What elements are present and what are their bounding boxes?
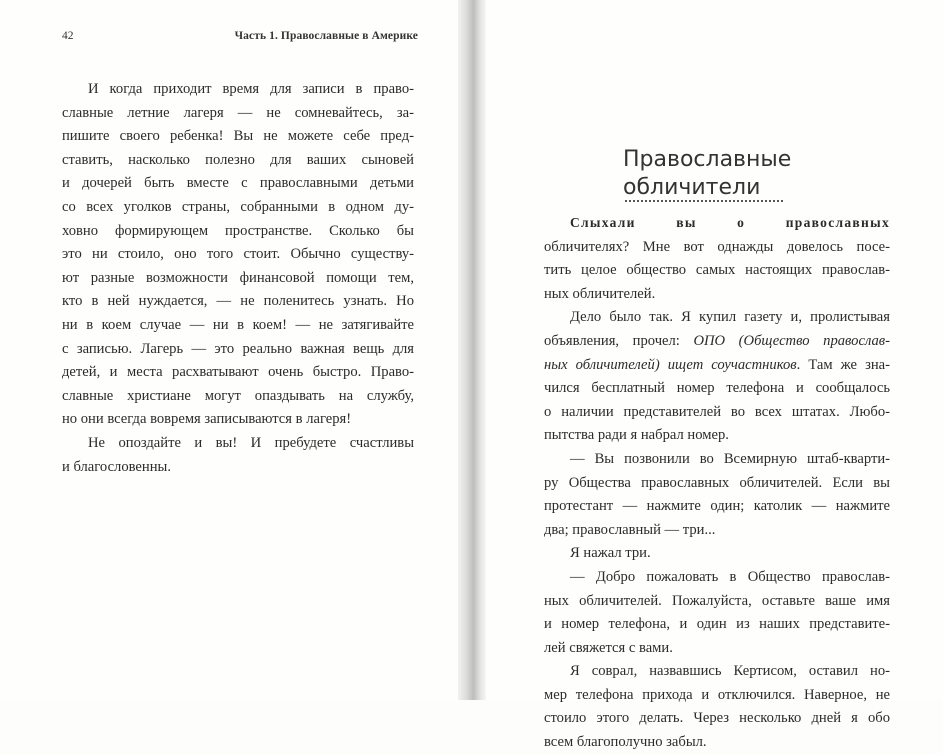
- text-line: — Добро пожаловать в Общество православ-: [570, 568, 890, 585]
- text-line: с записью. Лагерь — это реально важная вещь для: [62, 340, 414, 357]
- text-line: Я соврал, назвавшись Кертисом, оставил но-: [570, 663, 890, 680]
- text-line: ных обличителей. Пожалуйста, оставьте ваше имя: [544, 592, 890, 609]
- text-line: но они всегда вовремя записываются в лагеря!: [62, 411, 352, 428]
- text-line: и номер телефона, и один из наших представите-: [544, 616, 890, 633]
- text-line: и дочерей быть вместе с православными детьми: [62, 175, 414, 192]
- text-line: [544, 211, 890, 236]
- text-line: со всех уголков страны, собранными в одном ду-: [62, 198, 414, 215]
- text-line: И когда приходит время для записи в право-: [88, 81, 414, 97]
- paragraph: [544, 211, 890, 306]
- text-line: детей, и места расхватывают очень быстро. Право-: [62, 364, 414, 381]
- chapter-title-line: Православные: [623, 147, 792, 172]
- text-line: славные летние лагеря — не сомневайтесь, за-: [62, 104, 414, 121]
- text-run: объявления, прочел:: [544, 332, 694, 349]
- text-line: [544, 354, 890, 378]
- lead-in: Слыхали вы о православных: [570, 215, 890, 230]
- text-line: о наличии представителей во всех штатах. Любо-: [544, 403, 890, 420]
- text-line: Не опоздайте и вы! И пребудете счастливы: [88, 434, 414, 451]
- text-line: стоило этого делать. Через несколько дней я обо: [544, 710, 890, 727]
- book-gutter: [458, 0, 486, 700]
- chapter-title: [623, 146, 791, 202]
- text-line: это ни стоило, оно того стоит. Обычно существу-: [62, 246, 414, 263]
- text-line: ни в коем случае — ни в коем! — не затягивайте: [62, 316, 414, 333]
- text-line: ных обличителей.: [544, 285, 656, 302]
- text-line: ховно формирующем пространстве. Сколько бы: [62, 222, 414, 239]
- paragraph: [544, 566, 890, 660]
- text-run: . Там же зна-: [796, 356, 891, 373]
- text-line: ют разные возможности финансовой помощи тем,: [62, 269, 414, 286]
- text-line: чился бесплатный номер телефона и сообщалось: [544, 380, 890, 397]
- text-line: лей свяжется с вами.: [544, 639, 673, 656]
- text-line: славные христиане могут опаздывать на службу,: [62, 387, 414, 404]
- text-line: протестант — нажмите один; католик — нажмите: [544, 498, 890, 515]
- right-page-text: [544, 211, 890, 755]
- text-line: [544, 330, 890, 354]
- running-head: Часть 1. Православные в Америке: [234, 30, 418, 42]
- text-line: ру Общества православных обличителей. Если вы: [544, 474, 890, 491]
- paragraph: [62, 432, 414, 479]
- paragraph: [544, 660, 890, 754]
- text-line: Дело было так. Я купил газету и, пролистывая: [570, 309, 890, 326]
- italic-run: ОПО (Общество православ-: [693, 332, 890, 349]
- chapter-title-rule: [625, 200, 783, 202]
- text-line: обличителях? Мне вот однажды довелось посе-: [544, 238, 890, 255]
- text-line: кто в ней нуждается, — не поленитесь узнать. Но: [62, 293, 414, 310]
- text-line: пытства ради я набрал номер.: [544, 427, 729, 444]
- italic-run: ных обличителей) ищет соучастников: [544, 356, 797, 373]
- text-line: мер телефона прихода и отключился. Наверное, не: [544, 686, 890, 703]
- text-line: и благословенны.: [62, 458, 171, 475]
- text-line: Я нажал три.: [570, 545, 651, 562]
- text-line: два; православный — три...: [544, 521, 716, 538]
- text-line: всем благополучно забыл.: [544, 734, 707, 751]
- paragraph: [544, 448, 890, 542]
- text-line: ставить, насколько полезно для ваших сыновей: [62, 151, 414, 168]
- page-number: 42: [62, 30, 74, 42]
- text-line: — Вы позвонили во Всемирную штаб-кварти-: [570, 450, 890, 467]
- paragraph: [544, 306, 890, 448]
- text-line: пишите своего ребенка! Вы не можете себе пред-: [62, 128, 414, 145]
- text-line: тить целое общество самых настоящих православ-: [544, 262, 890, 279]
- paragraph: [62, 78, 414, 432]
- chapter-title-line: обличители: [623, 175, 761, 200]
- paragraph: [544, 542, 890, 566]
- left-page-text: [62, 78, 414, 479]
